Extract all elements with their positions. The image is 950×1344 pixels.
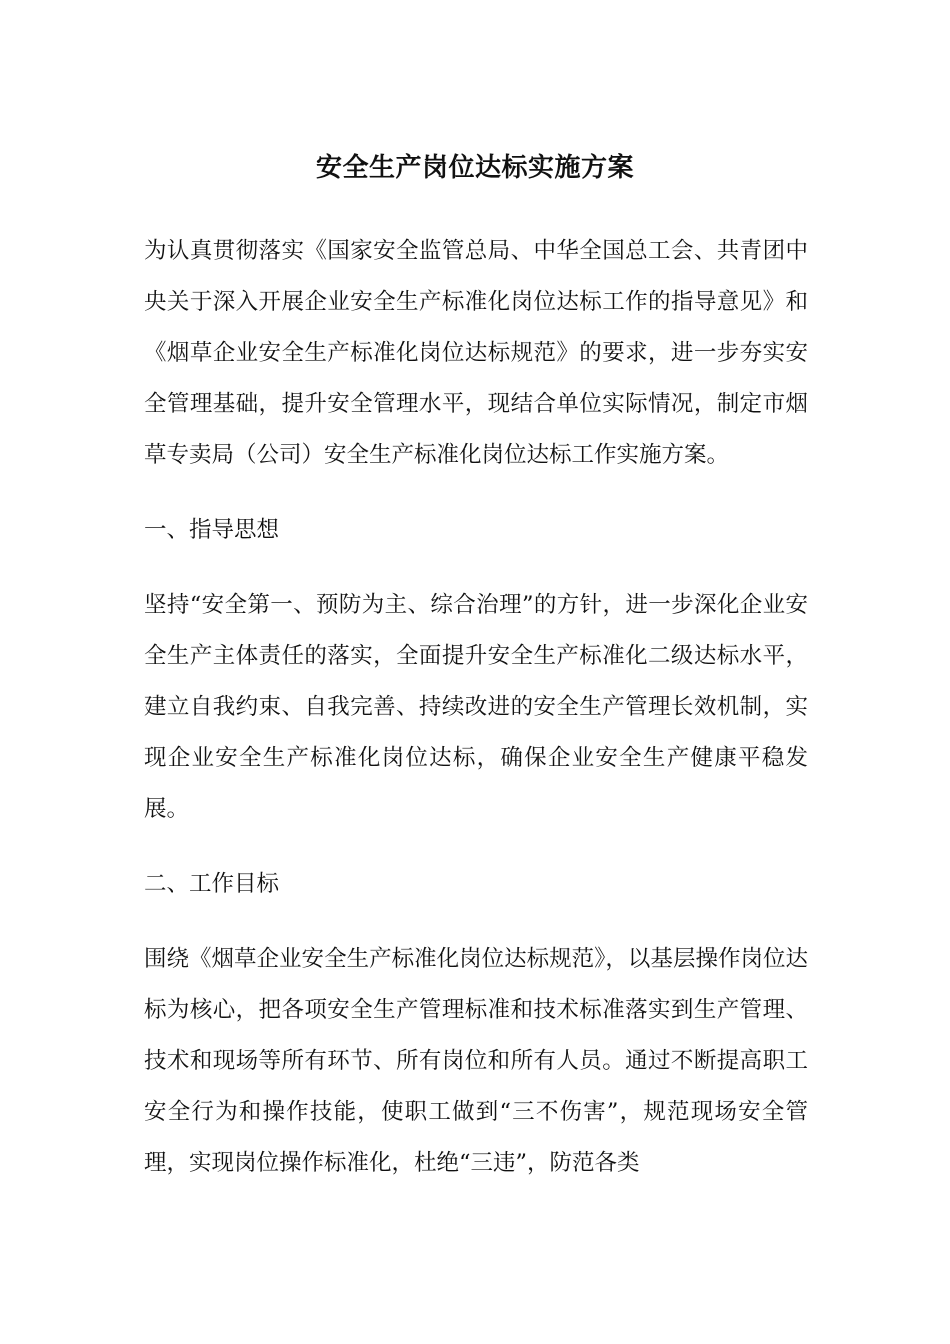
document-title: 安全生产岗位达标实施方案 — [315, 153, 634, 183]
intro-paragraph: 为认真贯彻落实《国家安全监管总局、中华全国总工会、共青团中央关于深入开展企业安全生产标准化岗位达标工作的指导意见》和《烟草企业安全生产标准化岗位达标规范》的要求，进一步夯实安全管理基础，提升安全管理水平，现结合单位实际情况，制定市烟草专卖局（公司）安全生产标准化岗位达标工作实施方案。 — [144, 238, 808, 468]
work-goals-paragraph: 围绕《烟草企业安全生产标准化岗位达标规范》，以基层操作岗位达标为核心，把各项安全生产管理标准和技术标准落实到生产管理、技术和现场等所有环节、所有岗位和所有人员。通过不断提高职工安全行为和操作技能，使职工做到“三不伤害”，规范现场安全管理，实现岗位操作标准化，杜绝“三违”，防范各类 — [144, 946, 808, 1176]
document-body — [144, 226, 808, 1213]
section-heading-work-goals: 二、工作目标 — [144, 871, 280, 897]
section-heading-guiding-ideology: 一、指导思想 — [144, 517, 280, 543]
guiding-ideology-paragraph: 坚持“安全第一、预防为主、综合治理”的方针，进一步深化企业安全生产主体责任的落实，全面提升安全生产标准化二级达标水平，建立自我约束、自我完善、持续改进的安全生产管理长效机制，实现企业安全生产标准化岗位达标，确保企业安全生产健康平稳发展。 — [144, 592, 808, 822]
